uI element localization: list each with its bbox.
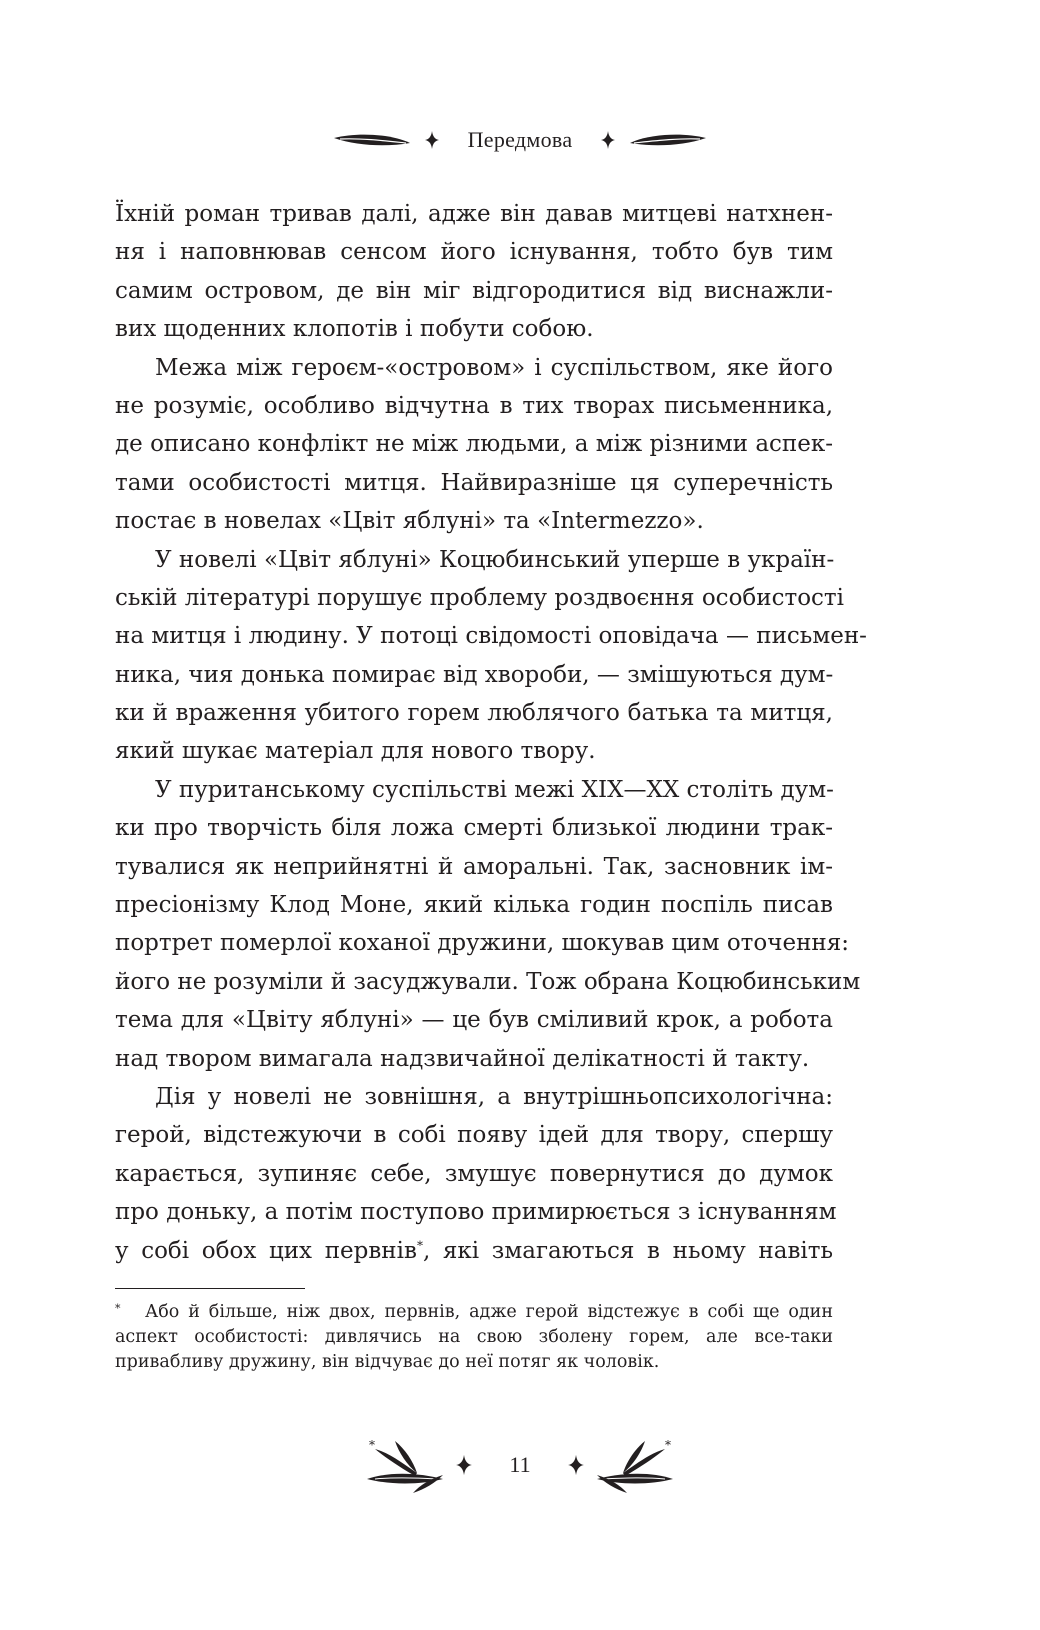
diamond-star-icon	[455, 1453, 473, 1477]
text-line: Дія у новелі не зовнішня, а внутрішньопсихологічна:	[155, 1083, 833, 1110]
text-line: ській літературі порушує проблему роздвоєння особистості	[115, 584, 845, 611]
text-line: ня і наповнював сенсом його існування, тобто був тим	[115, 239, 833, 266]
footnote-line: Або й більше, ніж двох, первнів, адже герой відстежує в собі ще один	[145, 1302, 833, 1322]
footnote-divider	[115, 1288, 305, 1289]
text-line: Межа між героєм-«островом» і суспільством, яке його	[155, 354, 833, 381]
text-line: постає в новелах «Цвіт яблуні» та «Intermezzo».	[115, 508, 704, 535]
text-line: його не розуміли й засуджували. Тож обрана Коцюбинським	[115, 968, 861, 995]
svg-text:*: *	[369, 1438, 376, 1452]
floral-ornament-right-icon	[595, 1435, 675, 1495]
diamond-star-icon	[424, 130, 440, 150]
text-line: тема для «Цвіту яблуні» — це був сміливий крок, а робота	[115, 1007, 833, 1034]
text-segment: у собі обох цих первнів	[115, 1237, 417, 1264]
text-line: У новелі «Цвіт яблуні» Коцюбинський уперше в україн-	[155, 546, 835, 573]
text-line: тами особистості митця. Найвиразніше ця суперечність	[115, 469, 833, 496]
footnote-line: привабливу дружину, він відчуває до неї потяг як чоловік.	[115, 1352, 660, 1372]
diamond-star-icon	[567, 1453, 585, 1477]
text-line: який шукає матеріал для нового твору.	[115, 738, 596, 765]
text-line: ника, чия донька помирає від хвороби, — змішуються дум-	[115, 661, 834, 688]
running-header	[0, 120, 1040, 160]
text-line: портрет померлої коханої дружини, шокував цим оточення:	[115, 930, 849, 957]
text-line	[115, 1232, 833, 1270]
leaf-ornament-right-icon	[628, 130, 708, 150]
floral-ornament-left-icon	[365, 1435, 445, 1495]
text-line: на митця і людину. У потоці свідомості оповідача — письмен-	[115, 623, 867, 650]
text-line: про доньку, а потім поступово примирюється з існуванням	[115, 1199, 837, 1226]
text-line: У пуританському суспільстві межі XIX—XX століть дум-	[155, 776, 834, 803]
chapter-title: Передмова	[467, 127, 573, 152]
text-line: ки й враження убитого горем люблячого батька та митця,	[115, 700, 833, 727]
text-line: не розуміє, особливо відчутна в тих творах письменника,	[115, 392, 833, 419]
leaf-ornament-left-icon	[332, 130, 412, 150]
text-line: ки про творчість біля ложа смерті близької людини трак-	[115, 815, 833, 842]
svg-text:*: *	[664, 1438, 671, 1452]
text-line: герой, відстежуючи в собі появу ідей для твору, спершу	[115, 1122, 833, 1149]
page-footer	[0, 1430, 1040, 1500]
text-line: карається, зупиняє себе, змушує повернутися до думок	[115, 1160, 833, 1187]
body-text	[115, 195, 867, 1270]
footnote-reference: *	[416, 1237, 423, 1252]
text-line: над твором вимагала надзвичайної делікатності й такту.	[115, 1045, 810, 1072]
footnote-mark: *	[115, 1302, 121, 1315]
text-segment: , які змагаються в ньому навіть	[422, 1237, 833, 1264]
text-line: самим островом, де він міг відгородитися від виснажли-	[115, 277, 833, 304]
text-line: Їхній роман тривав далі, адже він давав митцеві натхнен-	[115, 201, 833, 227]
text-line: пресіонізму Клод Моне, який кілька годин поспіль писав	[115, 892, 833, 919]
text-line: де описано конфлікт не між людьми, а між різними аспек-	[115, 431, 833, 458]
text-line: вих щоденних клопотів і побути собою.	[115, 316, 594, 343]
text-line: тувалися як неприйнятні й аморальні. Так, засновник ім-	[115, 853, 833, 880]
footnote-line: аспект особистості: дивлячись на свою зболену горем, але все-таки	[115, 1327, 833, 1347]
diamond-star-icon	[600, 130, 616, 150]
footnote	[115, 1300, 833, 1375]
page-number: 11	[509, 1452, 531, 1477]
